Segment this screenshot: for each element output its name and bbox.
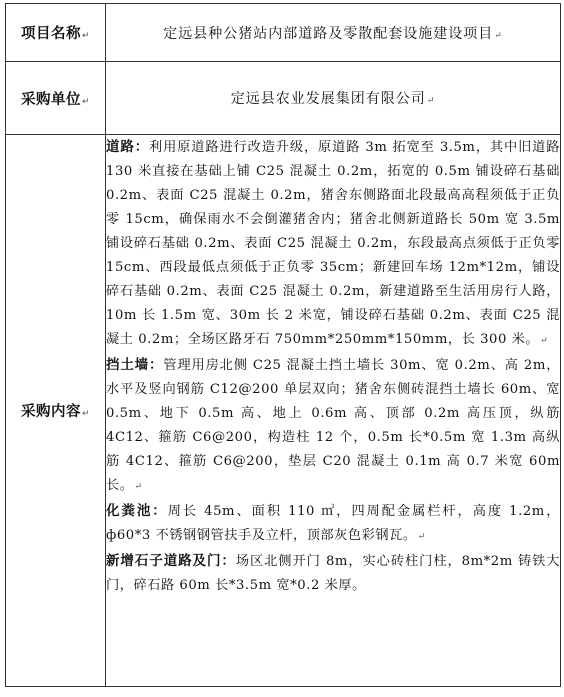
project-name-value: 定远县种公猪站内部道路及零散配套设施建设项目 <box>163 25 494 42</box>
road-section <box>106 135 560 353</box>
project-name-label: 项目名称 <box>20 26 81 42</box>
project-name-label-cell <box>6 4 106 62</box>
content-row <box>6 135 561 687</box>
buyer-value: 定远县农业发展集团有限公司 <box>230 91 426 107</box>
buyer-row <box>6 62 561 135</box>
paragraph-mark: ↵ <box>426 96 436 106</box>
paragraph-mark: ↵ <box>81 409 91 419</box>
road-text: 利用原道路进行改造升级，原道路 3m 拓宽至 3.5m，其中旧道路 130 米直接在基础上铺 C25 混凝土 0.2m，拓宽的 0.5m 铺设碎石基础 0.2m、表面 C25 混凝土 0.2m，猪舍东侧路面北段最高高程须低于正负零 15cm，确保雨水不会倒灌猪舍内；猪舍北侧新道路长 50m 宽 3.5m 铺设碎石基础 0.2m、表面 C25 混凝土 0.2m，东段最高点须低于正负零 15cm、西段最低点须低于正负零 35cm；新建回车场 12m*12m，铺设碎石基础 0.2m、表面 C25 混凝土 0.2m，新建道路至生活用房行人路，10m 长 1.5m 宽、30m 长 2 米宽，铺设碎石基础 0.2m、表面 C25 混凝土 0.2m；全场区路牙石 750mm*250mm*150mm，长 300 米。 <box>106 140 560 347</box>
content-label-cell <box>6 135 106 687</box>
paragraph-mark: ↵ <box>494 30 503 41</box>
gravel-road-gate-section <box>106 549 560 598</box>
septic-tank-heading: 化粪池： <box>106 503 168 519</box>
paragraph-mark: ↵ <box>81 31 91 41</box>
paragraph-mark: ↵ <box>81 96 91 107</box>
paragraph-mark: ↵ <box>134 482 143 492</box>
retaining-wall-text: 管理用房北侧 C25 混凝土挡土墙长 30m、宽 0.2m、高 2m，水平及竖向钢筋 C12@200 单层双向；猪舍东侧砖混挡土墙长 60m、宽 0.5m、地下 0.5m 高、地上 0.6m 高、顶部 0.2m 高压顶，纵筋 4C12、箍筋 C6@200，构造柱 12 个，0.5m 长*0.5m 宽 1.3m 高纵筋 4C12、箍筋 C6@200，垫层 C20 混凝土 0.1m 高 0.7 米宽 60m 长。 <box>106 358 560 493</box>
gravel-road-gate-text: 场区北侧开门 8m，实心砖柱门柱，8m*2m 铸铁大门，碎石路 60m 长*3.5m 宽*0.2 米厚。 <box>106 554 560 593</box>
content-label: 采购内容 <box>20 404 81 420</box>
paragraph-mark: ↵ <box>540 336 549 346</box>
buyer-label: 采购单位 <box>20 91 81 108</box>
septic-tank-section <box>106 499 560 549</box>
retaining-wall-section <box>106 353 560 499</box>
road-heading: 道路： <box>106 139 150 155</box>
gravel-road-gate-heading: 新增石子道路及门： <box>106 553 236 569</box>
retaining-wall-heading: 挡土墙： <box>106 357 164 373</box>
septic-tank-text: 周长 45m、面积 110 ㎡，四周配金属栏杆，高度 1.2m，ф60*3 不锈钢钢管扶手及立杆，顶部灰色彩钢瓦。 <box>106 504 560 543</box>
buyer-value-cell <box>106 62 561 135</box>
procurement-info-table <box>5 3 561 687</box>
paragraph-mark: ↵ <box>417 532 426 542</box>
project-name-row <box>6 4 561 62</box>
buyer-label-cell <box>6 62 106 135</box>
project-name-value-cell <box>106 4 561 62</box>
content-detail-cell <box>106 135 561 687</box>
